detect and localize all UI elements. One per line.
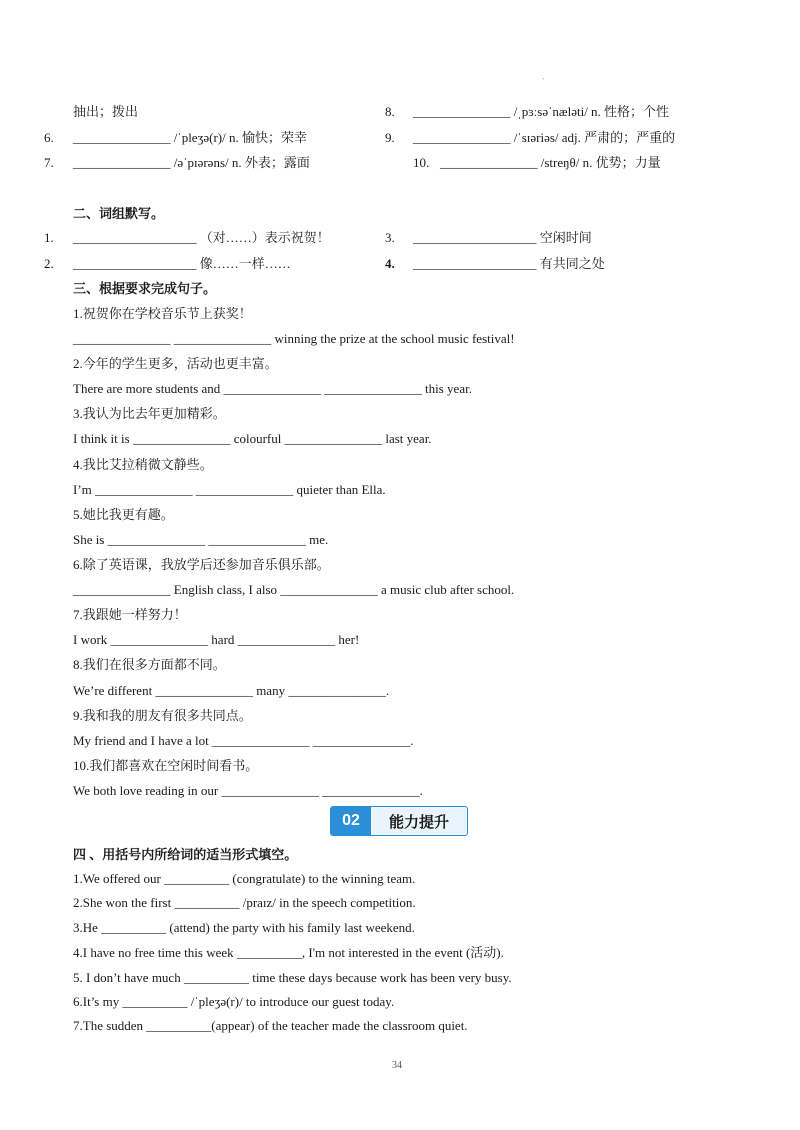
- word-form-item-7: 7.The sudden __________(appear) of the teacher made the classroom quiet.: [73, 1018, 468, 1033]
- phrase-num-1: 1.: [44, 230, 54, 245]
- section-badge: [330, 806, 468, 836]
- sentence-en-5: She is _______________ _______________ me.: [73, 532, 329, 547]
- word-form-item-6: 6.It’s my __________ /ˈpleʒə(r)/ to introduce our guest today.: [73, 994, 395, 1009]
- sentence-cn-6: 6.除了英语课，我放学后还参加音乐俱乐部。: [73, 557, 330, 572]
- phrase-item-1: ___________________ （对……）表示祝贺！: [73, 230, 330, 245]
- word-form-item-2: 2.She won the first __________ /praɪz/ in the speech competition.: [73, 895, 416, 910]
- word-form-item-4: 4.I have no free time this week __________, I'm not interested in the event (活动).: [73, 945, 504, 960]
- sentence-en-2: There are more students and _______________ _______________ this year.: [73, 381, 472, 396]
- section-4-title: 四 、用括号内所给词的适当形式填空。: [73, 847, 298, 862]
- phrase-num-3: 3.: [385, 230, 395, 245]
- sentence-en-7: I work _______________ hard _______________ her!: [73, 632, 360, 647]
- word-form-item-3: 3.He __________ (attend) the party with his family last weekend.: [73, 920, 415, 935]
- sentence-cn-7: 7.我跟她一样努力！: [73, 607, 187, 622]
- vocab-num-6: 6.: [44, 130, 54, 145]
- vocab-item-8: _______________ /ˌpɜːsəˈnæləti/ n. 性格；个性: [413, 104, 670, 119]
- vocab-num-9: 9.: [385, 130, 395, 145]
- sentence-en-3: I think it is _______________ colourful _______________ last year.: [73, 431, 432, 446]
- vocab-item-9: _______________ /ˈsɪəriəs/ adj. 严肃的；严重的: [413, 130, 676, 145]
- sentence-en-9: My friend and I have a lot _______________ _______________.: [73, 733, 414, 748]
- vocab-continuation: 抽出；拨出: [73, 104, 139, 119]
- sentence-en-10: We both love reading in our _______________ _______________.: [73, 783, 423, 798]
- sentence-cn-1: 1.祝贺你在学校音乐节上获奖！: [73, 306, 252, 321]
- sentence-cn-2: 2.今年的学生更多，活动也更丰富。: [73, 356, 278, 371]
- sentence-cn-4: 4.我比艾拉稍微文静些。: [73, 457, 213, 472]
- vocab-item-10: _______________ /streŋθ/ n. 优势；力量: [440, 155, 661, 170]
- sentence-en-1: _______________ _______________ winning the prize at the school music festival!: [73, 331, 515, 346]
- phrase-num-2: 2.: [44, 256, 54, 271]
- badge-number: 02: [331, 807, 371, 835]
- section-3-title: 三、根据要求完成句子。: [73, 281, 217, 296]
- phrase-item-3: ___________________ 空闲时间: [413, 230, 592, 245]
- sentence-cn-8: 8.我们在很多方面都不同。: [73, 657, 226, 672]
- phrase-item-2: ___________________ 像……一样……: [73, 256, 291, 271]
- page-number: 34: [392, 1060, 402, 1071]
- vocab-num-7: 7.: [44, 155, 54, 170]
- sentence-cn-10: 10.我们都喜欢在空闲时间看书。: [73, 758, 259, 773]
- vocab-num-10: 10.: [413, 155, 430, 170]
- sentence-en-8: We’re different _______________ many _______________.: [73, 683, 390, 698]
- sentence-cn-3: 3.我认为比去年更加精彩。: [73, 406, 226, 421]
- header-mark: `: [542, 77, 545, 86]
- word-form-item-1: 1.We offered our __________ (congratulate) to the winning team.: [73, 871, 416, 886]
- vocab-item-7: _______________ /əˈpɪərəns/ n. 外表；露面: [73, 155, 310, 170]
- section-2-title: 二、词组默写。: [73, 206, 165, 221]
- phrase-item-4: ___________________ 有共同之处: [413, 256, 605, 271]
- sentence-en-4: I’m _______________ _______________ quieter than Ella.: [73, 482, 386, 497]
- sentence-cn-5: 5.她比我更有趣。: [73, 507, 174, 522]
- vocab-num-8: 8.: [385, 104, 395, 119]
- sentence-cn-9: 9.我和我的朋友有很多共同点。: [73, 708, 252, 723]
- word-form-item-5: 5. I don’t have much __________ time these days because work has been very busy.: [73, 970, 512, 985]
- phrase-num-4: 4.: [385, 256, 395, 271]
- sentence-en-6: _______________ English class, I also _______________ a music club after school.: [73, 582, 515, 597]
- vocab-item-6: _______________ /ˈpleʒə(r)/ n. 愉快；荣幸: [73, 130, 307, 145]
- badge-title: 能力提升: [388, 812, 449, 831]
